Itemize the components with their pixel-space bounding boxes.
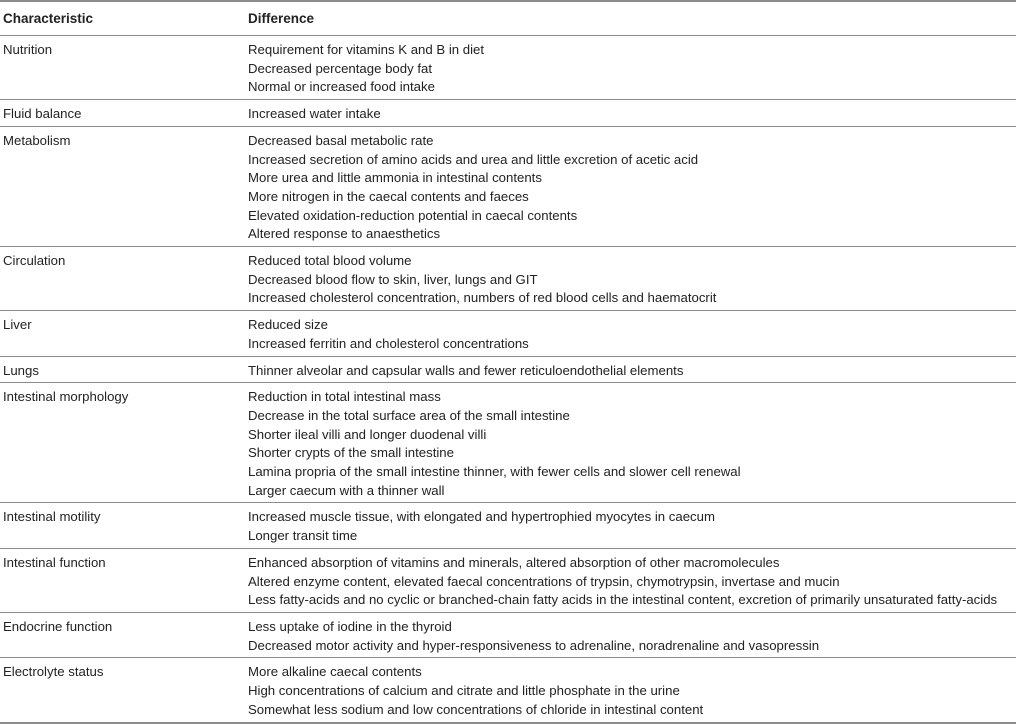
characteristic-cell: Endocrine function	[3, 618, 113, 634]
difference-item: Decreased motor activity and hyper-responsiveness to adrenaline, noradrenaline and vasopressin	[248, 637, 820, 653]
difference-cell	[248, 388, 1016, 500]
difference-item: Decreased percentage body fat	[248, 60, 433, 76]
characteristic-cell: Nutrition	[3, 42, 53, 57]
table-row	[0, 658, 1016, 723]
difference-item: Increased secretion of amino acids and urea and little excretion of acetic acid	[248, 151, 699, 167]
characteristic-cell: Fluid balance	[3, 106, 82, 122]
difference-item: Altered enzyme content, elevated faecal concentrations of trypsin, chymotrypsin, invertase and mucin	[248, 573, 840, 589]
difference-item: Longer transit time	[248, 528, 358, 544]
difference-item: Shorter crypts of the small intestine	[248, 445, 454, 461]
difference-cell	[248, 362, 1016, 381]
difference-item: Larger caecum with a thinner wall	[248, 482, 445, 498]
difference-item: Shorter ileal villi and longer duodenal villi	[248, 426, 487, 442]
difference-item: High concentrations of calcium and citrate and little phosphate in the urine	[248, 683, 680, 699]
difference-cell	[248, 132, 1016, 244]
difference-item: Increased cholesterol concentration, numbers of red blood cells and haematocrit	[248, 290, 717, 306]
characteristic-cell: Metabolism	[3, 132, 71, 148]
difference-cell	[248, 508, 1016, 545]
table-header	[0, 0, 1016, 36]
difference-item: Reduced size	[248, 317, 328, 333]
difference-item: Less fatty-acids and no cyclic or branched-chain fatty acids in the intestinal content, excretion of primarily unsaturated fatty-acids	[248, 592, 998, 608]
characteristic-cell: Electrolyte status	[3, 664, 104, 680]
difference-item: Reduced total blood volume	[248, 253, 412, 269]
difference-cell	[248, 316, 1016, 353]
characteristic-cell: Lungs	[3, 362, 39, 378]
difference-item: Increased water intake	[248, 106, 381, 122]
difference-item: Decreased basal metabolic rate	[248, 132, 434, 148]
difference-item: Thinner alveolar and capsular walls and fewer reticuloendothelial elements	[248, 362, 684, 378]
difference-cell	[248, 252, 1016, 308]
difference-item: Decrease in the total surface area of the small intestine	[248, 407, 570, 423]
table-row	[0, 549, 1016, 613]
difference-cell	[248, 554, 1016, 610]
difference-item: Increased muscle tissue, with elongated and hypertrophied myocytes in caecum	[248, 509, 715, 525]
difference-item: Enhanced absorption of vitamins and minerals, altered absorption of other macromolecules	[248, 554, 780, 570]
difference-item: Decreased blood flow to skin, liver, lungs and GIT	[248, 271, 538, 287]
difference-item: Reduction in total intestinal mass	[248, 389, 441, 405]
table-row	[0, 36, 1016, 100]
table-body	[0, 36, 1016, 724]
header-difference: Difference	[248, 11, 315, 26]
difference-item: More alkaline caecal contents	[248, 664, 422, 680]
difference-item: Less uptake of iodine in the thyroid	[248, 618, 452, 634]
difference-item: More nitrogen in the caecal contents and faeces	[248, 188, 529, 204]
difference-item: More urea and little ammonia in intestinal contents	[248, 170, 542, 186]
difference-item: Normal or increased food intake	[248, 79, 435, 95]
characteristic-cell: Intestinal function	[3, 554, 106, 570]
difference-item: Requirement for vitamins K and B in diet	[248, 42, 485, 57]
table-row	[0, 357, 1016, 384]
characteristic-cell: Circulation	[3, 253, 66, 269]
difference-item: Lamina propria of the small intestine thinner, with fewer cells and slower cell renewal	[248, 464, 741, 480]
table-row	[0, 100, 1016, 127]
characteristic-cell: Intestinal morphology	[3, 389, 129, 405]
difference-item: Increased ferritin and cholesterol concentrations	[248, 335, 529, 351]
characteristic-cell: Intestinal motility	[3, 509, 101, 525]
difference-cell	[248, 663, 1016, 719]
table-row	[0, 311, 1016, 356]
header-characteristic: Characteristic	[3, 11, 94, 26]
difference-cell	[248, 105, 1016, 124]
table-row	[0, 383, 1016, 503]
table-row	[0, 247, 1016, 311]
difference-cell	[248, 618, 1016, 655]
difference-cell	[248, 41, 1016, 97]
table-row	[0, 503, 1016, 548]
difference-item: Altered response to anaesthetics	[248, 226, 441, 242]
difference-item: Somewhat less sodium and low concentrations of chloride in intestinal content	[248, 701, 704, 717]
difference-item: Elevated oxidation-reduction potential in caecal contents	[248, 207, 578, 223]
characteristic-cell: Liver	[3, 317, 32, 333]
table-row	[0, 613, 1016, 658]
table-row	[0, 127, 1016, 247]
